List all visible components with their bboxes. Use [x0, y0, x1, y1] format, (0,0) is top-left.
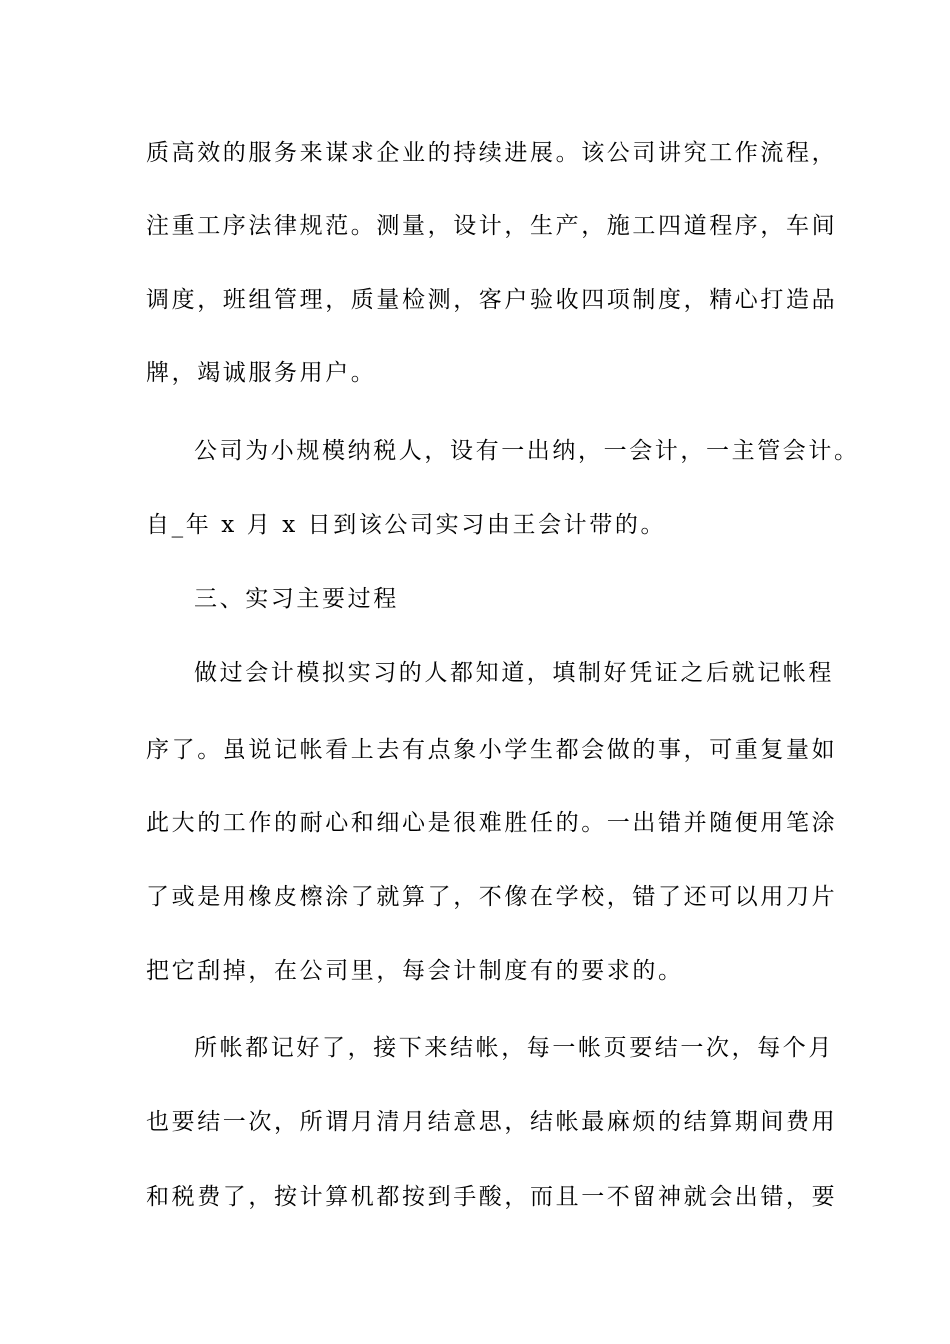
- section-heading: 三、实习主要过程: [194, 586, 399, 612]
- text-line: 也要结一次，所谓月清月结意思，结帐最麻烦的结算期间费用: [146, 1109, 838, 1135]
- text-line: 和税费了，按计算机都按到手酸，而且一不留神就会出错，要: [146, 1184, 838, 1210]
- text-line: 牌，竭诚服务用户。: [146, 360, 377, 386]
- text-line: 自_年 x 月 x 日到该公司实习由王会计带的。: [146, 512, 667, 538]
- text-line: 质高效的服务来谋求企业的持续进展。该公司讲究工作流程，: [146, 140, 838, 166]
- text-line: 做过会计模拟实习的人都知道，填制好凭证之后就记帐程: [194, 660, 834, 686]
- text-line: 调度，班组管理，质量检测，客户验收四项制度，精心打造品: [146, 287, 838, 313]
- text-line: 公司为小规模纳税人，设有一出纳，一会计，一主管会计。: [194, 438, 860, 464]
- text-line: 所帐都记好了，接下来结帐，每一帐页要结一次，每个月: [194, 1035, 834, 1061]
- text-line: 序了。虽说记帐看上去有点象小学生都会做的事，可重复量如: [146, 737, 838, 763]
- text-line: 把它刮掉，在公司里，每会计制度有的要求的。: [146, 958, 684, 984]
- text-line: 此大的工作的耐心和细心是很难胜任的。一出错并随便用笔涂: [146, 810, 838, 836]
- text-line: 了或是用橡皮檫涂了就算了，不像在学校，错了还可以用刀片: [146, 884, 838, 910]
- text-line: 注重工序法律规范。测量，设计，生产，施工四道程序，车间: [146, 213, 838, 239]
